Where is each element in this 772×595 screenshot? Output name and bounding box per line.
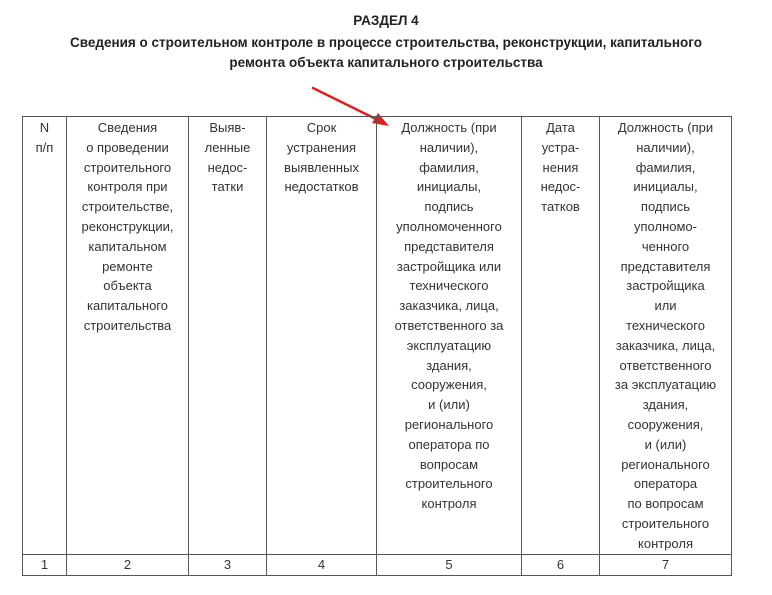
table-header-row: [23, 117, 732, 555]
header-responsible-person: Должность (при наличии), фамилия, инициалы, подпись уполномоченного представителя застройщика или технического заказчика, лица, ответственного за эксплуатацию здания, сооружения, и (или) регионального оператора по вопросам строительного контроля: [377, 117, 522, 555]
document-title-line-2: ремонта объекта капитального строительства: [229, 55, 543, 70]
header-defects: Выяв- ленные недос- татки: [189, 117, 267, 555]
column-number-3: 3: [189, 554, 267, 575]
header-fix-deadline: Срок устранения выявленных недостатков: [267, 117, 377, 555]
column-number-6: 6: [522, 554, 600, 575]
section-heading: РАЗДЕЛ 4: [353, 13, 419, 28]
column-number-4: 4: [267, 554, 377, 575]
column-number-2: 2: [67, 554, 189, 575]
column-number-1: 1: [23, 554, 67, 575]
construction-control-table: [22, 116, 732, 576]
column-number-7: 7: [600, 554, 732, 575]
table-column-numbers-row: [23, 554, 732, 575]
header-confirming-person: Должность (при наличии), фамилия, инициалы, подпись уполномо- ченного представителя застройщика или технического заказчика, лица, ответственного за эксплуатацию здания, сооружения, и (или) регионального оператора по вопросам строительного контроля: [600, 117, 732, 555]
header-control-info: Сведения о проведении строительного контроля при строительстве, реконструкции, капитальном ремонте объекта капитального строительства: [67, 117, 189, 555]
header-row-number: N п/п: [23, 117, 67, 555]
column-number-5: 5: [377, 554, 522, 575]
document-title-line-1: Сведения о строительном контроле в процессе строительства, реконструкции, капитального: [70, 35, 702, 50]
header-fix-date: Дата устра- нения недос- татков: [522, 117, 600, 555]
